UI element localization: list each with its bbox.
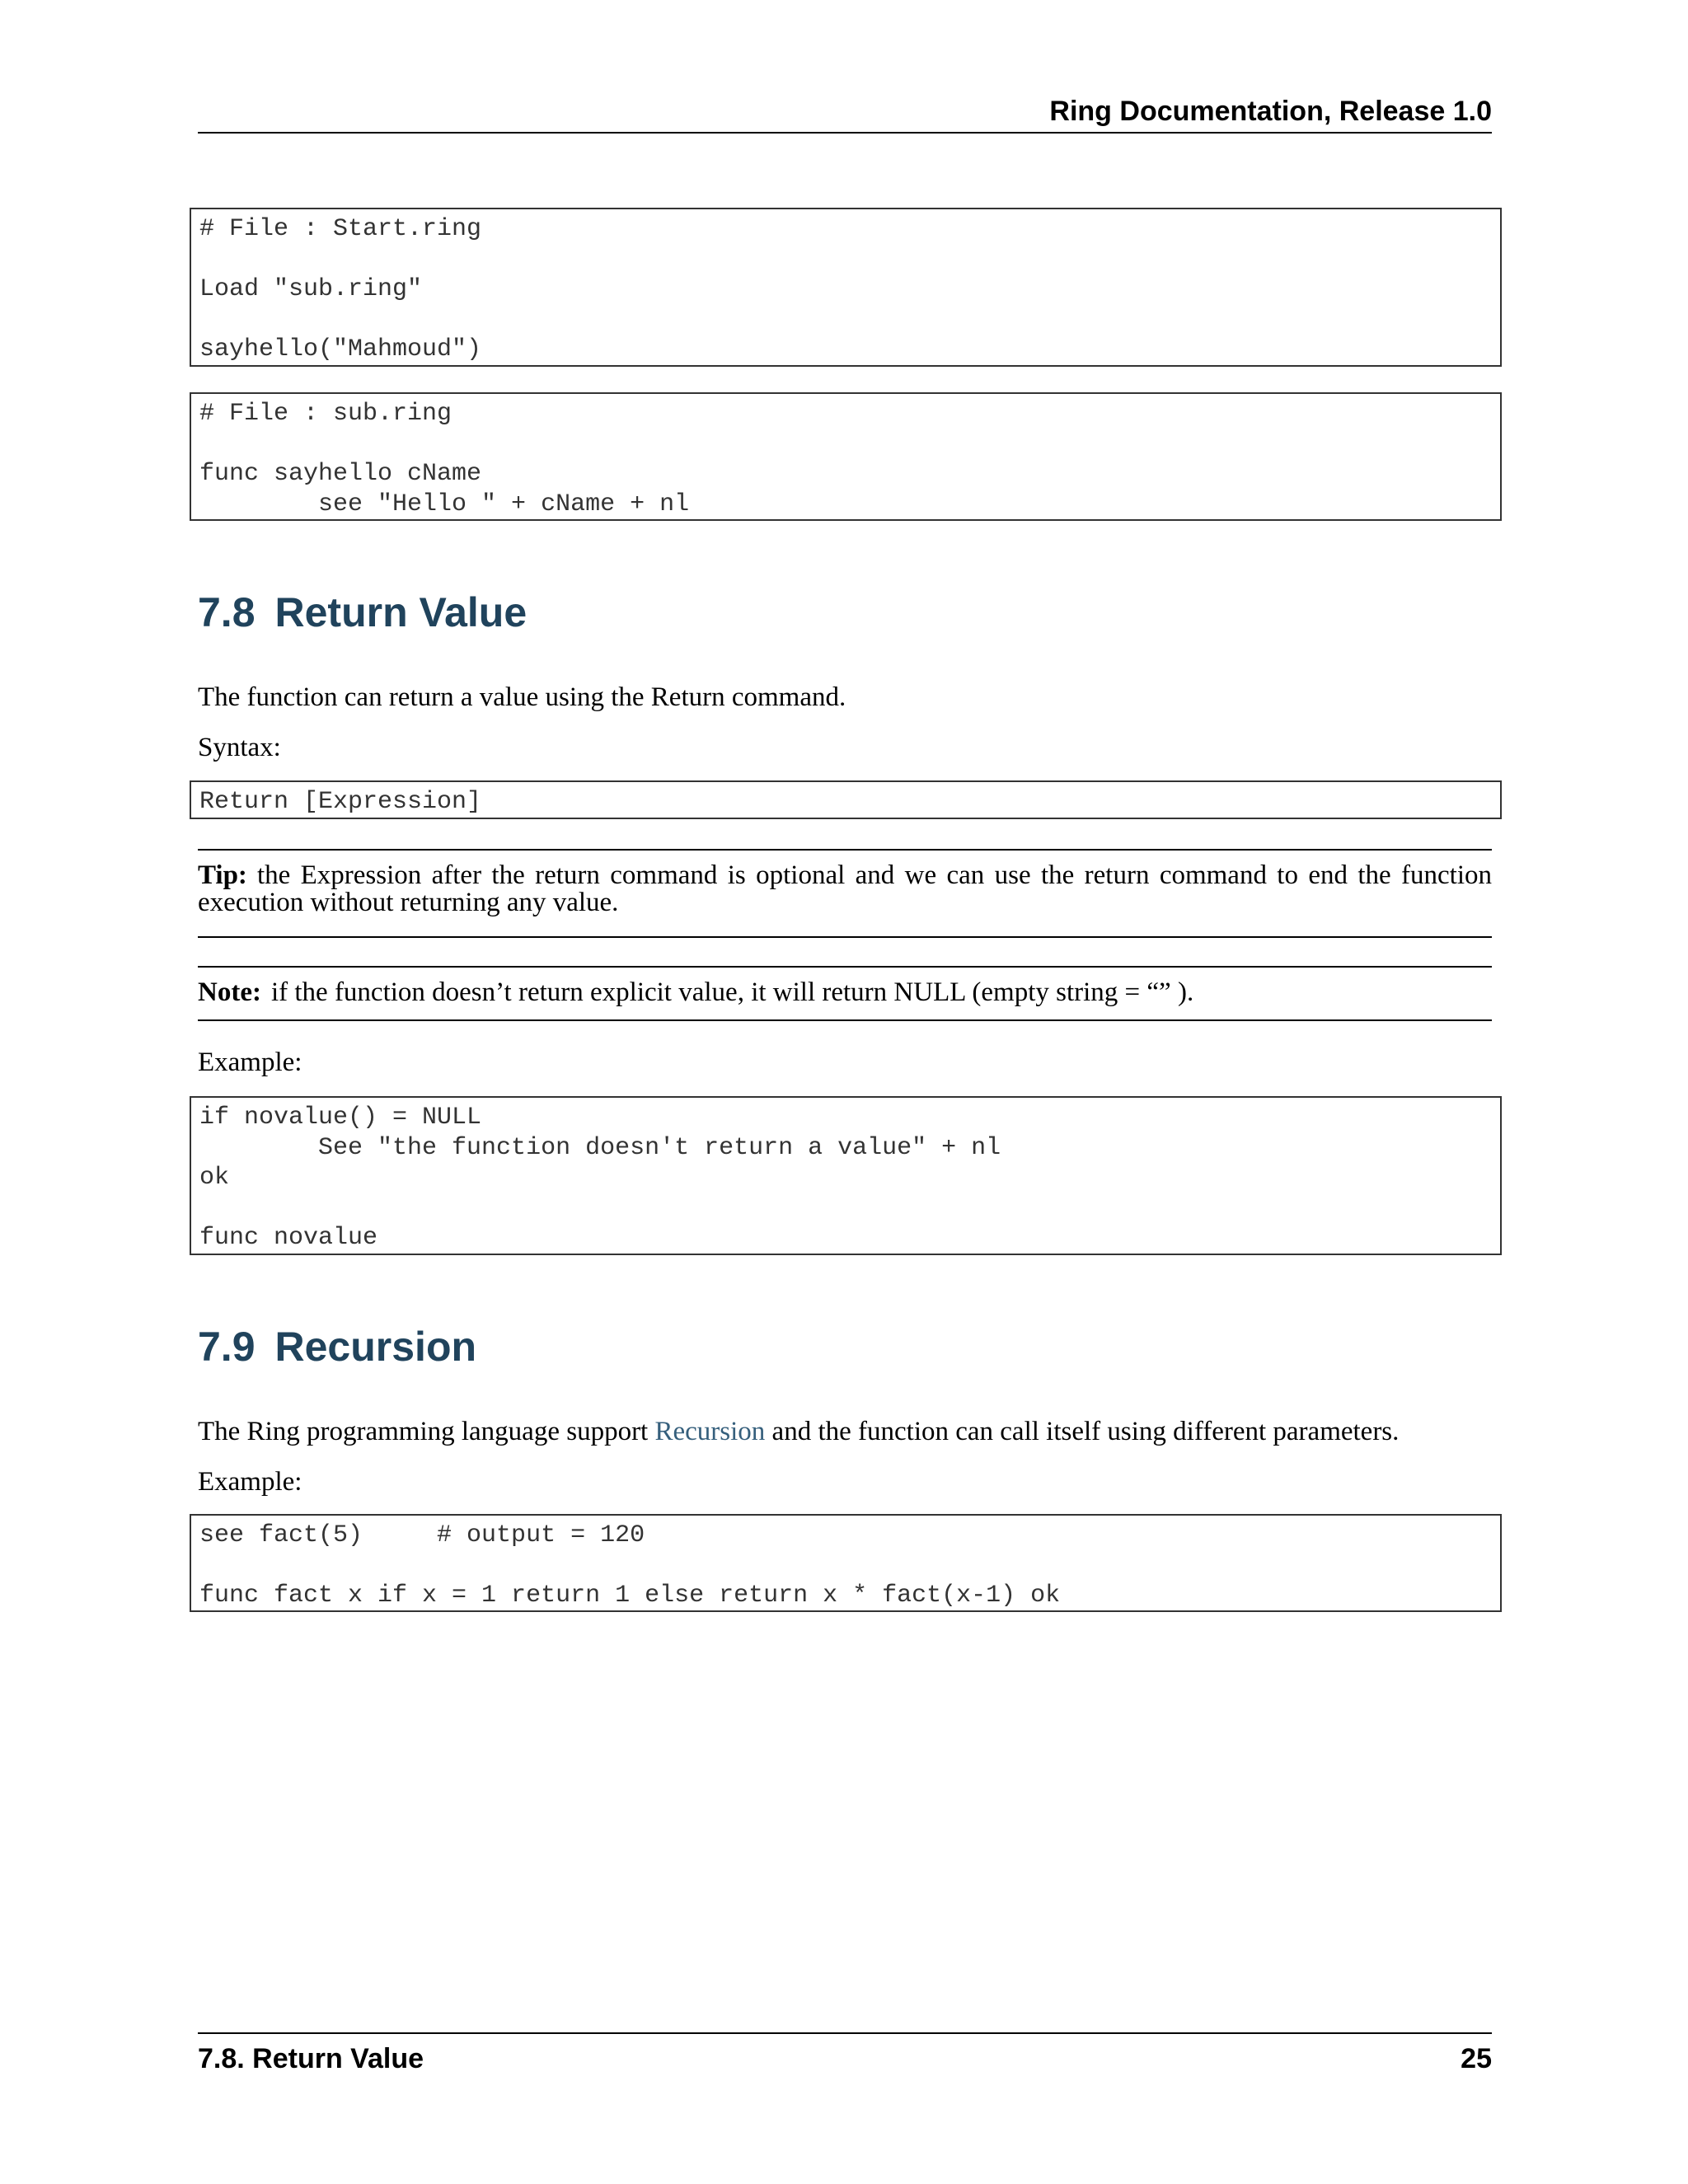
running-header: Ring Documentation, Release 1.0: [198, 91, 1492, 134]
code-line: if novalue() = NULL: [199, 1104, 482, 1132]
code-line: Return [Expression]: [199, 788, 482, 816]
code-line: func sayhello cName: [199, 460, 482, 488]
note-label: Note:: [198, 977, 261, 1007]
note-text: if the function doesn’t return explicit value, it will return NULL (empty string = “” ).: [270, 977, 1194, 1007]
code-line: # File : Start.ring: [199, 215, 482, 243]
code-line: Load "sub.ring": [199, 275, 423, 303]
code-block-start-ring: [190, 208, 1502, 367]
section-number: 7.8: [198, 589, 256, 635]
section-title: Recursion: [274, 1324, 477, 1370]
section-title: Return Value: [274, 589, 528, 635]
code-line: [199, 1193, 1492, 1224]
section-number: 7.9: [198, 1324, 256, 1370]
code-block-syntax: [190, 780, 1502, 819]
code-line: [199, 1551, 1492, 1582]
code-line: see fact(5) # output = 120: [199, 1521, 645, 1549]
syntax-label: Syntax:: [198, 733, 281, 762]
code-line: ok: [199, 1164, 230, 1192]
example-label-return: Example:: [198, 1047, 302, 1077]
paragraph-recursion: [198, 1415, 1492, 1448]
note-box: [198, 966, 1492, 1021]
code-line: [199, 305, 1492, 335]
code-line: func novalue: [199, 1224, 378, 1252]
code-line: See "the function doesn't return a value" + nl: [199, 1133, 1001, 1162]
paragraph-return-intro: The function can return a value using the Return command.: [198, 682, 846, 712]
code-line: [199, 245, 1492, 275]
code-block-sub-ring: [190, 392, 1502, 521]
recursion-text-before: The Ring programming language support: [198, 1417, 655, 1446]
code-block-return-example: [190, 1096, 1502, 1255]
tip-label: Tip:: [198, 860, 247, 890]
example-label-recursion: Example:: [198, 1467, 302, 1497]
page-footer: [198, 2032, 1492, 2074]
section-heading-return-value: [198, 588, 527, 637]
tip-box: [198, 849, 1492, 938]
page-number: 25: [1461, 2043, 1492, 2074]
code-line: sayhello("Mahmoud"): [199, 335, 482, 363]
section-heading-recursion: [198, 1322, 476, 1371]
tip-text: the Expression after the return command is optional and we can use the return command to end the function execution without returning any value.: [198, 860, 1492, 917]
footer-section-title: 7.8. Return Value: [198, 2043, 424, 2074]
code-line: see "Hello " + cName + nl: [199, 490, 690, 518]
recursion-text-after: and the function can call itself using different parameters.: [765, 1417, 1400, 1446]
code-line: func fact x if x = 1 return 1 else return x * fact(x-1) ok: [199, 1582, 1061, 1610]
code-line: # File : sub.ring: [199, 400, 452, 428]
code-block-recursion-example: [190, 1514, 1502, 1612]
recursion-link[interactable]: Recursion: [654, 1417, 766, 1446]
code-line: [199, 429, 1492, 460]
